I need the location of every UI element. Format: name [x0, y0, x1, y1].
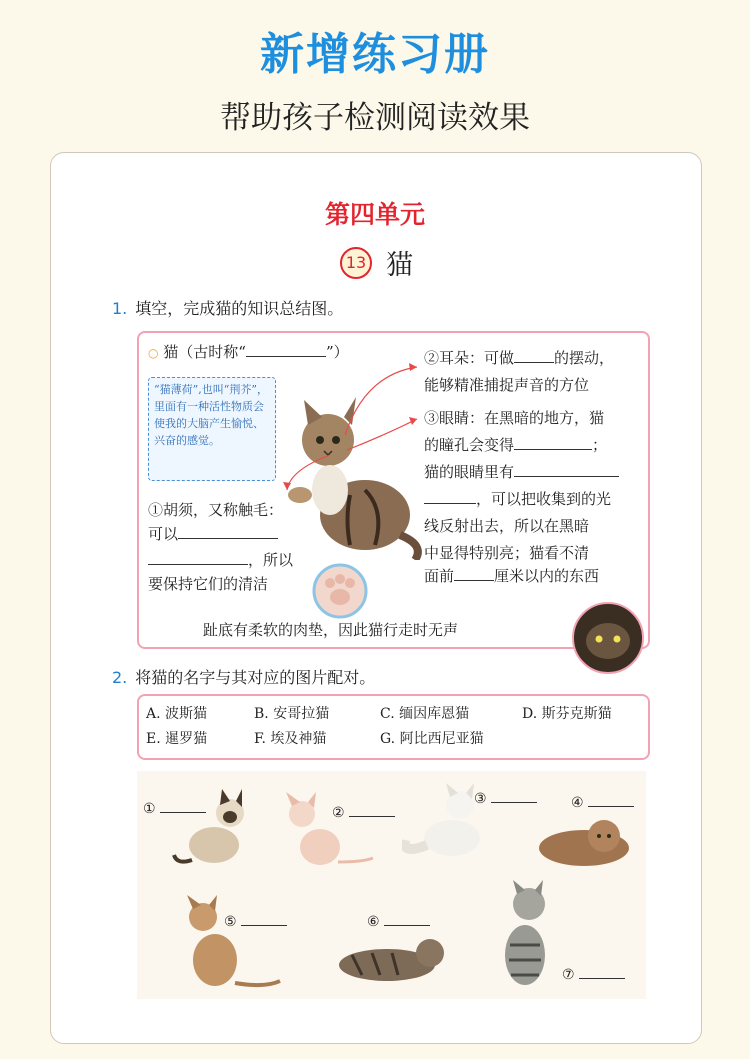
tapetum-blank-a[interactable] — [514, 460, 619, 477]
whisker-blank-a[interactable] — [178, 522, 278, 539]
question-2 — [112, 665, 375, 688]
cat-photo-7 — [495, 880, 557, 990]
question-number: 2. — [112, 668, 128, 687]
eye-line-5: 线反射出去，所以在黑暗 — [424, 517, 590, 535]
slot-number: ⑤ — [224, 914, 237, 930]
question-prompt: 填空，完成猫的知识总结图。 — [135, 299, 344, 318]
cat-eyes-dark-photo — [571, 601, 645, 675]
option-g: G. 阿比西尼亚猫 — [380, 731, 484, 747]
paw-caption: 趾底有柔软的肉垫，因此猫行走时无声 — [203, 621, 459, 639]
option-f: F. 埃及神猫 — [254, 731, 327, 747]
eye-text-2a: 的瞳孔会变得 — [424, 436, 515, 454]
slot-number: ① — [143, 801, 156, 817]
slot-number: ② — [332, 805, 345, 821]
answer-blank-5[interactable] — [241, 909, 287, 926]
eye-line-2 — [424, 432, 607, 458]
slot-number: ⑥ — [367, 914, 380, 930]
page-subtitle: 帮助孩子检测阅读效果 — [220, 100, 530, 136]
cat-label-suffix: ”） — [325, 343, 349, 361]
cat-photo-6 — [332, 925, 447, 990]
cat-label-prefix: 猫（古时称“ — [163, 343, 246, 361]
answer-blank-1[interactable] — [160, 796, 206, 813]
eye-text-7a: 面前 — [424, 567, 455, 585]
answer-blank-2[interactable] — [349, 800, 395, 817]
option-d: D. 斯芬克斯猫 — [522, 706, 612, 722]
whisker-text-2a: 可以 — [148, 525, 179, 543]
lesson-heading — [340, 243, 413, 282]
answer-slot-4 — [571, 790, 634, 811]
whisker-line-4: 要保持它们的清洁 — [148, 575, 269, 593]
tapetum-blank-b[interactable] — [424, 487, 476, 504]
answer-slot-2 — [332, 800, 395, 821]
question-prompt: 将猫的名字与其对应的图片配对。 — [135, 668, 376, 687]
ear-text-b: 的摆动， — [554, 349, 615, 367]
eye-line-4 — [424, 486, 611, 512]
pointer-arrows — [275, 355, 425, 495]
ear-blank[interactable] — [514, 346, 554, 363]
circle-bullet-icon: ○ — [148, 346, 159, 360]
option-e: E. 暹罗猫 — [146, 731, 208, 747]
whisker-blank-b[interactable] — [148, 548, 248, 565]
catnip-note: “猫薄荷”,也叫“荆芥”，里面有一种活性物质会使我的大脑产生愉悦、兴奋的感觉。 — [148, 377, 276, 481]
eye-line-1: ③眼睛：在黑暗的地方，猫 — [424, 409, 605, 427]
slot-number: ④ — [571, 795, 584, 811]
answer-blank-4[interactable] — [588, 790, 634, 807]
eye-text-7b: 厘米以内的东西 — [494, 567, 600, 585]
answer-slot-5 — [224, 909, 287, 930]
unit-title: 第四单元 — [324, 200, 425, 229]
eye-text-3a: 猫的眼睛里有 — [424, 463, 515, 481]
option-c: C. 缅因库恩猫 — [380, 706, 470, 722]
answer-blank-6[interactable] — [384, 909, 430, 926]
question-1 — [112, 296, 343, 319]
eye-line-7 — [424, 563, 599, 589]
page-title: 新增练习册 — [260, 29, 490, 80]
eye-text-2b: ； — [592, 436, 608, 454]
option-b: B. 安哥拉猫 — [254, 706, 330, 722]
whisker-text-3b: ，所以 — [248, 551, 294, 569]
question-number: 1. — [112, 299, 128, 318]
answer-blank-3[interactable] — [491, 786, 537, 803]
whisker-line-2 — [148, 521, 278, 547]
whisker-line-3 — [148, 547, 293, 573]
answer-slot-3 — [474, 786, 537, 807]
lesson-number-badge: 13 — [340, 247, 372, 279]
slot-number: ⑦ — [562, 967, 575, 983]
eye-line-3 — [424, 459, 619, 485]
pupil-blank[interactable] — [514, 433, 592, 450]
ear-line-1 — [424, 345, 614, 371]
answer-slot-7 — [562, 962, 625, 983]
paw-pad-photo — [312, 563, 368, 619]
option-a: A. 波斯猫 — [146, 706, 208, 722]
lesson-title: 猫 — [386, 250, 413, 281]
answer-blank-7[interactable] — [579, 962, 625, 979]
whisker-line-1: ①胡须，又称触毛： — [148, 501, 284, 519]
distance-blank[interactable] — [454, 564, 494, 581]
answer-slot-6 — [367, 909, 430, 930]
slot-number: ③ — [474, 791, 487, 807]
answer-slot-1 — [143, 796, 206, 817]
eye-text-4b: ，可以把收集到的光 — [476, 490, 612, 508]
cat-photo-4 — [534, 808, 634, 870]
ear-line-2: 能够精准捕捉声音的方位 — [424, 376, 590, 394]
eye-line-6: 中显得特别亮；猫看不清 — [424, 544, 590, 562]
ear-text-a: ②耳朵：可做 — [424, 349, 515, 367]
